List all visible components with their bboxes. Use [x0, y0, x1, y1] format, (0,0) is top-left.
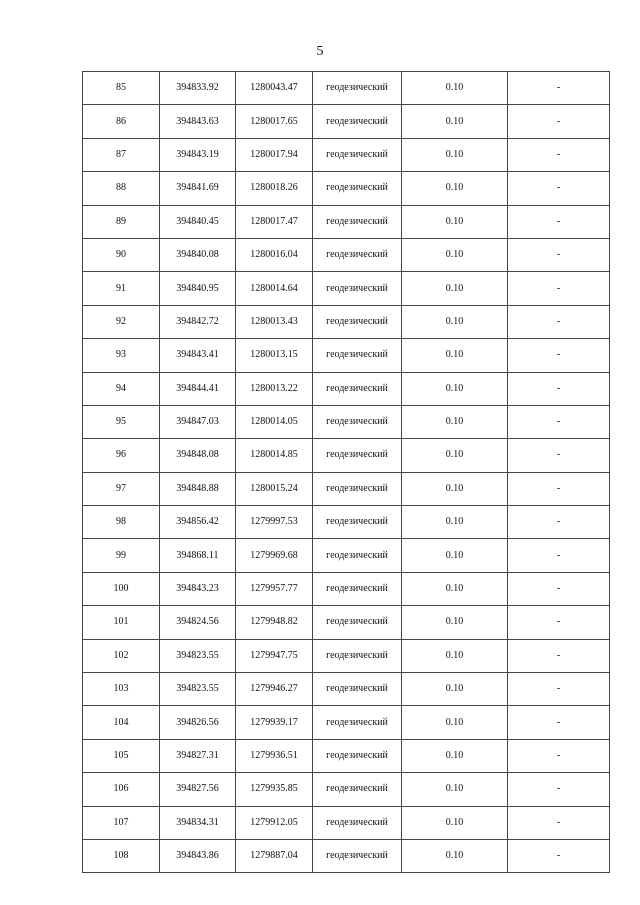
table-row [83, 773, 610, 806]
table-row [83, 405, 610, 438]
point-number-cell: 102 [83, 639, 160, 672]
y-coordinate-cell: 1280014.64 [236, 272, 313, 305]
accuracy-cell: 0.10 [402, 172, 508, 205]
accuracy-cell: 0.10 [402, 439, 508, 472]
accuracy-cell: 0.10 [402, 639, 508, 672]
accuracy-cell: 0.10 [402, 606, 508, 639]
accuracy-cell: 0.10 [402, 339, 508, 372]
x-coordinate-cell: 394823.55 [160, 673, 236, 706]
method-cell: геодезический [313, 472, 402, 505]
method-cell: геодезический [313, 372, 402, 405]
description-cell: - [508, 839, 610, 872]
point-number-cell: 101 [83, 606, 160, 639]
y-coordinate-cell: 1279957.77 [236, 572, 313, 605]
x-coordinate-cell: 394840.45 [160, 205, 236, 238]
x-coordinate-cell: 394847.03 [160, 405, 236, 438]
table-row [83, 238, 610, 271]
description-cell: - [508, 238, 610, 271]
point-number-cell: 97 [83, 472, 160, 505]
point-number-cell: 87 [83, 138, 160, 171]
y-coordinate-cell: 1280015.24 [236, 472, 313, 505]
y-coordinate-cell: 1279912.05 [236, 806, 313, 839]
description-cell: - [508, 305, 610, 338]
x-coordinate-cell: 394834.31 [160, 806, 236, 839]
table-row [83, 339, 610, 372]
table-row [83, 205, 610, 238]
description-cell: - [508, 138, 610, 171]
x-coordinate-cell: 394848.08 [160, 439, 236, 472]
accuracy-cell: 0.10 [402, 839, 508, 872]
point-number-cell: 93 [83, 339, 160, 372]
accuracy-cell: 0.10 [402, 205, 508, 238]
coordinates-table [82, 71, 610, 873]
table-row [83, 472, 610, 505]
method-cell: геодезический [313, 138, 402, 171]
table-row [83, 305, 610, 338]
point-number-cell: 98 [83, 506, 160, 539]
table-row [83, 439, 610, 472]
x-coordinate-cell: 394823.55 [160, 639, 236, 672]
table-row [83, 272, 610, 305]
y-coordinate-cell: 1280013.15 [236, 339, 313, 372]
method-cell: геодезический [313, 72, 402, 105]
method-cell: геодезический [313, 305, 402, 338]
method-cell: геодезический [313, 405, 402, 438]
description-cell: - [508, 673, 610, 706]
point-number-cell: 96 [83, 439, 160, 472]
x-coordinate-cell: 394842.72 [160, 305, 236, 338]
x-coordinate-cell: 394843.23 [160, 572, 236, 605]
x-coordinate-cell: 394843.63 [160, 105, 236, 138]
point-number-cell: 94 [83, 372, 160, 405]
table-row [83, 539, 610, 572]
description-cell: - [508, 639, 610, 672]
table-row [83, 572, 610, 605]
table-row [83, 739, 610, 772]
description-cell: - [508, 806, 610, 839]
table-row [83, 806, 610, 839]
y-coordinate-cell: 1280014.05 [236, 405, 313, 438]
y-coordinate-cell: 1279887.04 [236, 839, 313, 872]
description-cell: - [508, 739, 610, 772]
point-number-cell: 95 [83, 405, 160, 438]
method-cell: геодезический [313, 339, 402, 372]
point-number-cell: 108 [83, 839, 160, 872]
y-coordinate-cell: 1279935.85 [236, 773, 313, 806]
y-coordinate-cell: 1279948.82 [236, 606, 313, 639]
method-cell: геодезический [313, 639, 402, 672]
x-coordinate-cell: 394868.11 [160, 539, 236, 572]
method-cell: геодезический [313, 673, 402, 706]
method-cell: геодезический [313, 105, 402, 138]
table-row [83, 138, 610, 171]
method-cell: геодезический [313, 572, 402, 605]
method-cell: геодезический [313, 272, 402, 305]
description-cell: - [508, 372, 610, 405]
coordinates-table-body [83, 72, 610, 873]
y-coordinate-cell: 1279939.17 [236, 706, 313, 739]
y-coordinate-cell: 1279997.53 [236, 506, 313, 539]
method-cell: геодезический [313, 439, 402, 472]
point-number-cell: 103 [83, 673, 160, 706]
accuracy-cell: 0.10 [402, 539, 508, 572]
table-row [83, 839, 610, 872]
point-number-cell: 88 [83, 172, 160, 205]
description-cell: - [508, 272, 610, 305]
page-number: 5 [316, 44, 324, 59]
table-row [83, 105, 610, 138]
table-row [83, 639, 610, 672]
x-coordinate-cell: 394840.95 [160, 272, 236, 305]
accuracy-cell: 0.10 [402, 105, 508, 138]
x-coordinate-cell: 394848.88 [160, 472, 236, 505]
description-cell: - [508, 405, 610, 438]
table-row [83, 606, 610, 639]
y-coordinate-cell: 1280018.26 [236, 172, 313, 205]
method-cell: геодезический [313, 806, 402, 839]
x-coordinate-cell: 394826.56 [160, 706, 236, 739]
table-row [83, 706, 610, 739]
method-cell: геодезический [313, 238, 402, 271]
y-coordinate-cell: 1280013.43 [236, 305, 313, 338]
point-number-cell: 90 [83, 238, 160, 271]
method-cell: геодезический [313, 606, 402, 639]
description-cell: - [508, 773, 610, 806]
point-number-cell: 104 [83, 706, 160, 739]
x-coordinate-cell: 394843.19 [160, 138, 236, 171]
description-cell: - [508, 105, 610, 138]
method-cell: геодезический [313, 839, 402, 872]
y-coordinate-cell: 1280017.65 [236, 105, 313, 138]
x-coordinate-cell: 394833.92 [160, 72, 236, 105]
accuracy-cell: 0.10 [402, 238, 508, 271]
y-coordinate-cell: 1280017.47 [236, 205, 313, 238]
description-cell: - [508, 72, 610, 105]
accuracy-cell: 0.10 [402, 506, 508, 539]
accuracy-cell: 0.10 [402, 706, 508, 739]
description-cell: - [508, 472, 610, 505]
x-coordinate-cell: 394843.86 [160, 839, 236, 872]
method-cell: геодезический [313, 539, 402, 572]
method-cell: геодезический [313, 739, 402, 772]
point-number-cell: 92 [83, 305, 160, 338]
description-cell: - [508, 506, 610, 539]
point-number-cell: 100 [83, 572, 160, 605]
table-row [83, 372, 610, 405]
table-row [83, 673, 610, 706]
method-cell: геодезический [313, 706, 402, 739]
table-row [83, 172, 610, 205]
accuracy-cell: 0.10 [402, 305, 508, 338]
description-cell: - [508, 205, 610, 238]
point-number-cell: 85 [83, 72, 160, 105]
accuracy-cell: 0.10 [402, 272, 508, 305]
point-number-cell: 105 [83, 739, 160, 772]
description-cell: - [508, 439, 610, 472]
point-number-cell: 99 [83, 539, 160, 572]
point-number-cell: 107 [83, 806, 160, 839]
method-cell: геодезический [313, 205, 402, 238]
y-coordinate-cell: 1280017.94 [236, 138, 313, 171]
accuracy-cell: 0.10 [402, 72, 508, 105]
accuracy-cell: 0.10 [402, 773, 508, 806]
x-coordinate-cell: 394827.56 [160, 773, 236, 806]
description-cell: - [508, 172, 610, 205]
point-number-cell: 106 [83, 773, 160, 806]
y-coordinate-cell: 1280013.22 [236, 372, 313, 405]
y-coordinate-cell: 1279936.51 [236, 739, 313, 772]
description-cell: - [508, 339, 610, 372]
table-row [83, 72, 610, 105]
y-coordinate-cell: 1280014.85 [236, 439, 313, 472]
description-cell: - [508, 539, 610, 572]
point-number-cell: 86 [83, 105, 160, 138]
point-number-cell: 91 [83, 272, 160, 305]
description-cell: - [508, 606, 610, 639]
accuracy-cell: 0.10 [402, 405, 508, 438]
method-cell: геодезический [313, 506, 402, 539]
accuracy-cell: 0.10 [402, 739, 508, 772]
accuracy-cell: 0.10 [402, 572, 508, 605]
y-coordinate-cell: 1280016.04 [236, 238, 313, 271]
description-cell: - [508, 572, 610, 605]
y-coordinate-cell: 1279946.27 [236, 673, 313, 706]
accuracy-cell: 0.10 [402, 372, 508, 405]
accuracy-cell: 0.10 [402, 673, 508, 706]
accuracy-cell: 0.10 [402, 138, 508, 171]
y-coordinate-cell: 1279947.75 [236, 639, 313, 672]
x-coordinate-cell: 394827.31 [160, 739, 236, 772]
x-coordinate-cell: 394841.69 [160, 172, 236, 205]
accuracy-cell: 0.10 [402, 806, 508, 839]
x-coordinate-cell: 394856.42 [160, 506, 236, 539]
accuracy-cell: 0.10 [402, 472, 508, 505]
y-coordinate-cell: 1280043.47 [236, 72, 313, 105]
method-cell: геодезический [313, 773, 402, 806]
method-cell: геодезический [313, 172, 402, 205]
table-row [83, 506, 610, 539]
x-coordinate-cell: 394824.56 [160, 606, 236, 639]
x-coordinate-cell: 394843.41 [160, 339, 236, 372]
description-cell: - [508, 706, 610, 739]
y-coordinate-cell: 1279969.68 [236, 539, 313, 572]
point-number-cell: 89 [83, 205, 160, 238]
x-coordinate-cell: 394840.08 [160, 238, 236, 271]
x-coordinate-cell: 394844.41 [160, 372, 236, 405]
